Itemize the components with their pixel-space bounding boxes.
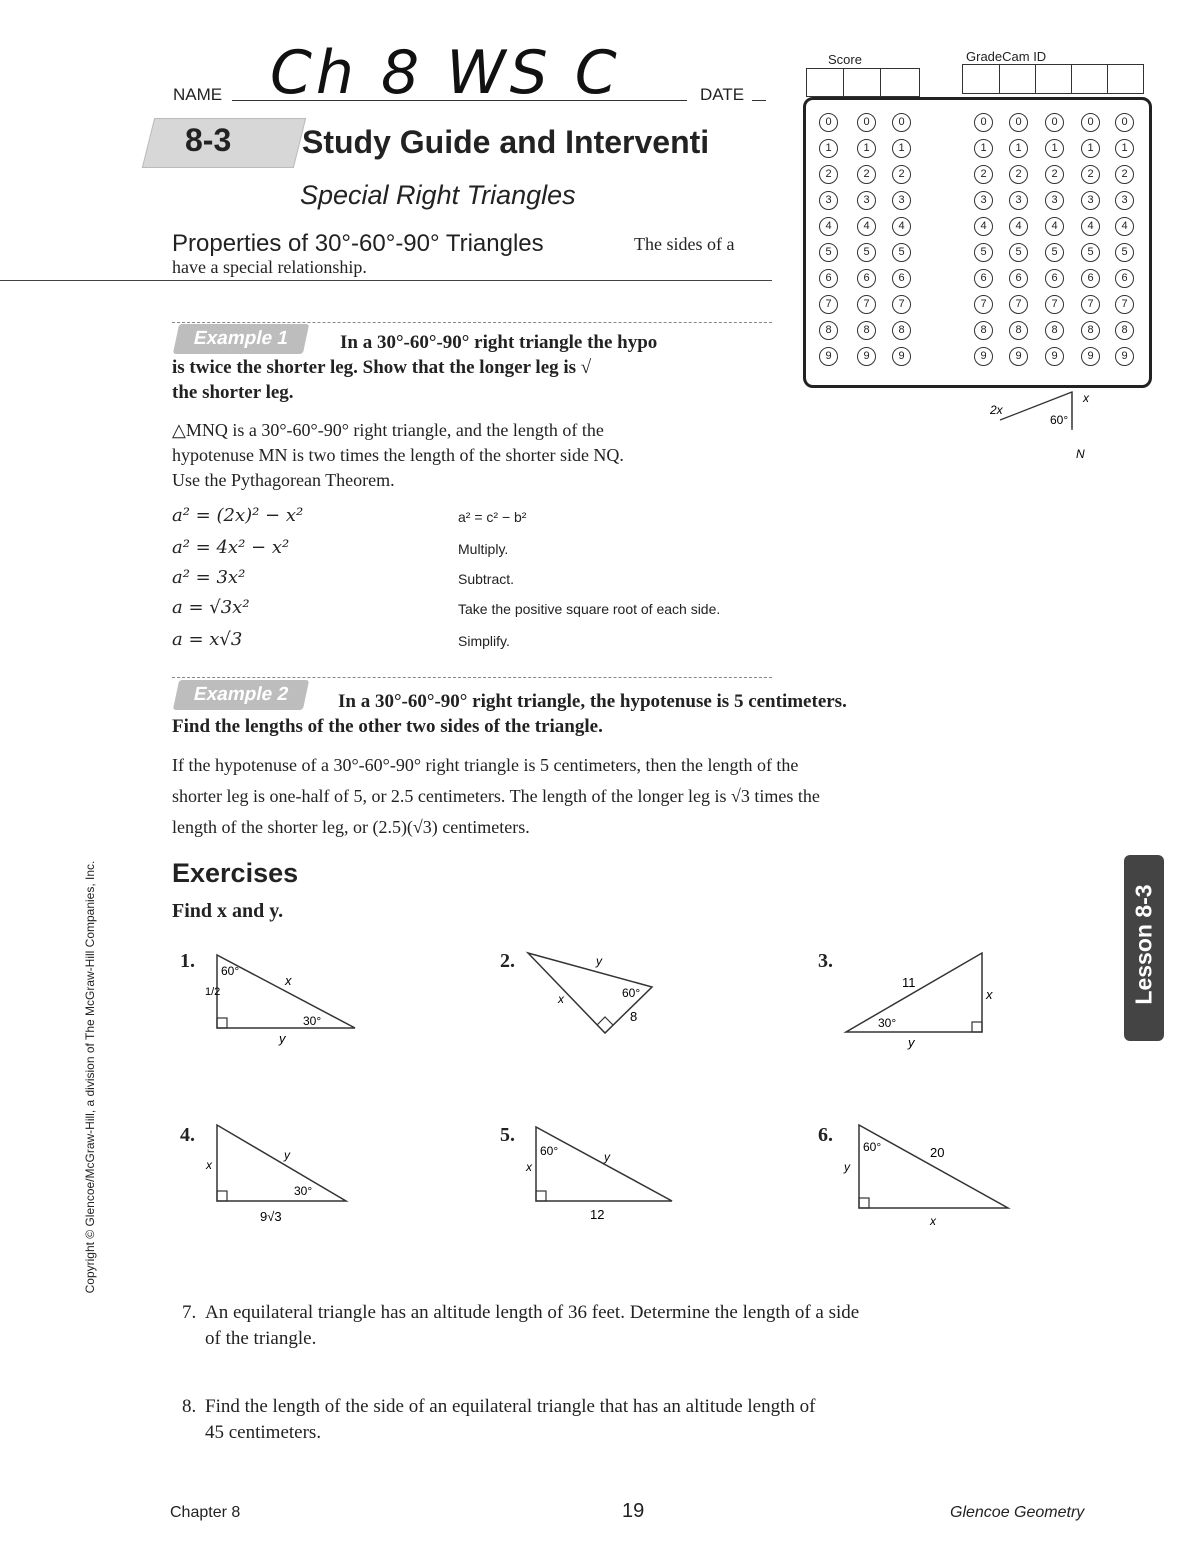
answer-bubble[interactable]: 6: [1009, 269, 1028, 288]
gradecam-label: GradeCam ID: [966, 49, 1047, 64]
answer-bubble[interactable]: 3: [892, 191, 911, 210]
problem-1-triangle: [195, 945, 375, 1055]
answer-bubble[interactable]: 4: [1115, 217, 1134, 236]
example-divider: [172, 322, 772, 323]
answer-bubble[interactable]: 4: [819, 217, 838, 236]
answer-bubble[interactable]: 0: [974, 113, 993, 132]
answer-bubble[interactable]: 0: [819, 113, 838, 132]
example-2-prompt: In a 30°-60°-90° right triangle, the hypotenuse is 5 centimeters.: [338, 691, 847, 712]
lesson-number: 8-3: [185, 122, 232, 158]
properties-text-2: have a special relationship.: [172, 257, 367, 277]
problem-5-number: 5.: [500, 1124, 515, 1146]
score-boxes: [806, 68, 920, 97]
equation-note: Simplify.: [458, 633, 510, 649]
example-2-body-2: shorter leg is one-half of 5, or 2.5 centimeters. The length of the longer leg is √3 times the: [172, 786, 820, 806]
problem-4-number: 4.: [180, 1124, 195, 1146]
answer-bubble[interactable]: 3: [1009, 191, 1028, 210]
answer-bubble[interactable]: 1: [819, 139, 838, 158]
svg-text:1/2: 1/2: [205, 986, 221, 998]
answer-bubble[interactable]: 1: [857, 139, 876, 158]
answer-bubble[interactable]: 6: [1081, 269, 1100, 288]
answer-bubble[interactable]: 1: [1081, 139, 1100, 158]
equation-note: Take the positive square root of each side.: [458, 601, 721, 617]
problem-6-number: 6.: [818, 1124, 833, 1146]
answer-bubble[interactable]: 1: [1115, 139, 1134, 158]
example-1-tab: Example 1: [173, 324, 309, 354]
svg-text:y: y: [596, 954, 602, 968]
answer-bubble[interactable]: 9: [819, 347, 838, 366]
answer-bubble[interactable]: 9: [1115, 347, 1134, 366]
answer-bubble[interactable]: 4: [1081, 217, 1100, 236]
answer-bubble[interactable]: 6: [974, 269, 993, 288]
footer-page-number: 19: [622, 1500, 645, 1522]
exercises-heading: Exercises: [172, 858, 299, 888]
problem-6-triangle: [840, 1115, 1025, 1230]
answer-bubble[interactable]: 4: [1045, 217, 1064, 236]
answer-bubble[interactable]: 8: [819, 321, 838, 340]
question-8-text-2: 45 centimeters.: [205, 1422, 322, 1443]
answer-bubble[interactable]: 6: [857, 269, 876, 288]
answer-bubble[interactable]: 5: [1081, 243, 1100, 262]
svg-text:y: y: [284, 1148, 290, 1162]
example-1-prompt: In a 30°-60°-90° right triangle the hypo: [340, 332, 658, 353]
answer-bubble[interactable]: 1: [1009, 139, 1028, 158]
date-label: DATE: [700, 85, 745, 104]
svg-text:60°: 60°: [540, 1144, 559, 1158]
answer-bubble[interactable]: 9: [974, 347, 993, 366]
question-7-number: 7.: [182, 1302, 197, 1323]
answer-bubble[interactable]: 7: [974, 295, 993, 314]
triangle-leg-label: x: [1083, 391, 1089, 405]
lesson-side-tab: Lesson 8-3: [1124, 855, 1164, 1041]
example-divider-2: [172, 677, 772, 678]
answer-bubble[interactable]: 4: [892, 217, 911, 236]
answer-bubble[interactable]: 2: [892, 165, 911, 184]
svg-text:x: x: [285, 973, 292, 988]
answer-bubble[interactable]: 5: [974, 243, 993, 262]
problem-3-triangle: [840, 945, 1010, 1055]
example-2-tab: Example 2: [173, 680, 309, 710]
handwritten-name: Ch 8 WS C: [270, 38, 621, 108]
equation-step: a = x√3: [172, 629, 243, 650]
equation-step: a = √3x²: [172, 597, 250, 618]
equation-step: a² = (2x)² − x²: [172, 505, 304, 526]
answer-bubble[interactable]: 0: [857, 113, 876, 132]
triangle-angle-label: 60°: [1050, 413, 1069, 427]
answer-bubble[interactable]: 7: [819, 295, 838, 314]
equation-note: a² = c² − b²: [458, 509, 527, 525]
answer-bubble[interactable]: 3: [1045, 191, 1064, 210]
question-7-text-2: of the triangle.: [205, 1328, 317, 1349]
answer-bubble[interactable]: 5: [857, 243, 876, 262]
properties-text: The sides of a: [634, 234, 735, 254]
triangle-side-label: 2x: [990, 403, 1003, 417]
svg-text:x: x: [206, 1158, 212, 1172]
answer-bubble[interactable]: 2: [974, 165, 993, 184]
answer-bubble[interactable]: 1: [1045, 139, 1064, 158]
answer-bubble[interactable]: 3: [857, 191, 876, 210]
problem-2-triangle: [520, 945, 670, 1045]
footer-chapter: Chapter 8: [170, 1504, 241, 1521]
example-1-body: △MNQ is a 30°-60°-90° right triangle, and the length of the: [172, 420, 604, 440]
answer-bubble[interactable]: 2: [1081, 165, 1100, 184]
svg-text:x: x: [526, 1160, 532, 1174]
date-line: [752, 100, 766, 101]
answer-bubble[interactable]: 2: [1045, 165, 1064, 184]
svg-text:x: x: [930, 1214, 936, 1228]
score-label: Score: [828, 52, 862, 67]
answer-bubble[interactable]: 8: [1009, 321, 1028, 340]
answer-bubble[interactable]: 1: [892, 139, 911, 158]
answer-bubble[interactable]: 4: [974, 217, 993, 236]
answer-bubble[interactable]: 8: [1045, 321, 1064, 340]
answer-bubble[interactable]: 9: [1081, 347, 1100, 366]
svg-text:8: 8: [630, 1009, 638, 1024]
equation-note: Multiply.: [458, 541, 509, 557]
svg-text:y: y: [844, 1160, 850, 1174]
svg-text:60°: 60°: [622, 986, 641, 1000]
triangle-vertex-label: N: [1076, 447, 1085, 461]
answer-bubble[interactable]: 9: [857, 347, 876, 366]
svg-text:y: y: [908, 1035, 915, 1050]
equation-note: Subtract.: [458, 571, 515, 587]
answer-bubble[interactable]: 8: [1115, 321, 1134, 340]
example-1-triangle: [980, 380, 1100, 470]
example-1-body-2: hypotenuse MN is two times the length of the shorter side NQ.: [172, 445, 624, 465]
answer-bubble[interactable]: 8: [857, 321, 876, 340]
exercises-instruction: Find x and y.: [172, 900, 284, 922]
svg-text:x: x: [986, 987, 993, 1002]
footer-book: Glencoe Geometry: [950, 1504, 1085, 1521]
problem-2-number: 2.: [500, 950, 515, 972]
example-2-prompt-2: Find the lengths of the other two sides of the triangle.: [172, 716, 603, 737]
answer-bubble[interactable]: 7: [857, 295, 876, 314]
answer-bubble[interactable]: 4: [1009, 217, 1028, 236]
section-divider: [0, 280, 772, 281]
answer-bubble[interactable]: 9: [1045, 347, 1064, 366]
example-2-body-3: length of the shorter leg, or (2.5)(√3) centimeters.: [172, 817, 530, 837]
answer-bubble[interactable]: 8: [1081, 321, 1100, 340]
answer-bubble[interactable]: 5: [892, 243, 911, 262]
answer-bubble[interactable]: 9: [1009, 347, 1028, 366]
page-subtitle: Special Right Triangles: [300, 180, 576, 210]
answer-bubble[interactable]: 9: [892, 347, 911, 366]
equation-step: a² = 3x²: [172, 567, 246, 588]
svg-text:9√3: 9√3: [260, 1209, 282, 1224]
problem-1-number: 1.: [180, 950, 195, 972]
answer-bubble[interactable]: 4: [857, 217, 876, 236]
example-2-body: If the hypotenuse of a 30°-60°-90° right triangle is 5 centimeters, then the length of the: [172, 755, 799, 775]
lesson-title: Study Guide and Interventi: [302, 124, 710, 160]
answer-bubble[interactable]: 5: [1045, 243, 1064, 262]
answer-bubble[interactable]: 7: [1115, 295, 1134, 314]
answer-bubble[interactable]: 0: [1081, 113, 1100, 132]
answer-bubble[interactable]: 2: [1009, 165, 1028, 184]
answer-bubble[interactable]: 3: [1081, 191, 1100, 210]
answer-bubble[interactable]: 3: [819, 191, 838, 210]
gradecam-boxes: [962, 64, 1144, 94]
answer-bubble[interactable]: 0: [1115, 113, 1134, 132]
answer-bubble[interactable]: 7: [1081, 295, 1100, 314]
answer-bubble[interactable]: 3: [1115, 191, 1134, 210]
answer-bubble[interactable]: 8: [974, 321, 993, 340]
answer-bubble[interactable]: 5: [1115, 243, 1134, 262]
example-1-body-3: Use the Pythagorean Theorem.: [172, 470, 395, 490]
problem-5-triangle: [522, 1115, 692, 1230]
equation-step: a² = 4x² − x²: [172, 537, 290, 558]
question-7-text: An equilateral triangle has an altitude length of 36 feet. Determine the length of a side: [205, 1302, 860, 1323]
example-1-prompt-3: the shorter leg.: [172, 382, 294, 403]
svg-text:30°: 30°: [878, 1016, 897, 1030]
question-8-text: Find the length of the side of an equilateral triangle that has an altitude length of: [205, 1396, 816, 1417]
answer-bubble[interactable]: 2: [1115, 165, 1134, 184]
svg-text:12: 12: [590, 1207, 605, 1222]
answer-bubble[interactable]: 3: [974, 191, 993, 210]
answer-bubble[interactable]: 6: [1045, 269, 1064, 288]
svg-text:x: x: [558, 992, 564, 1006]
svg-text:y: y: [604, 1150, 610, 1164]
answer-bubble[interactable]: 2: [819, 165, 838, 184]
svg-text:30°: 30°: [303, 1014, 322, 1028]
name-label: NAME: [173, 85, 223, 104]
question-8-number: 8.: [182, 1396, 197, 1417]
svg-text:20: 20: [930, 1145, 945, 1160]
svg-text:60°: 60°: [863, 1140, 882, 1154]
answer-bubble[interactable]: 6: [1115, 269, 1134, 288]
answer-bubble[interactable]: 7: [1045, 295, 1064, 314]
answer-bubble[interactable]: 1: [974, 139, 993, 158]
answer-bubble[interactable]: 5: [819, 243, 838, 262]
answer-bubble[interactable]: 5: [1009, 243, 1028, 262]
answer-bubble[interactable]: 6: [892, 269, 911, 288]
example-1-prompt-2: is twice the shorter leg. Show that the longer leg is √: [172, 357, 592, 378]
svg-text:y: y: [279, 1031, 286, 1046]
answer-bubble[interactable]: 0: [1045, 113, 1064, 132]
answer-bubble[interactable]: 7: [892, 295, 911, 314]
answer-bubble[interactable]: 7: [1009, 295, 1028, 314]
properties-heading: Properties of 30°-60°-90° Triangles: [172, 230, 544, 257]
answer-bubble[interactable]: 6: [819, 269, 838, 288]
answer-bubble[interactable]: 8: [892, 321, 911, 340]
svg-text:30°: 30°: [294, 1184, 313, 1198]
problem-4-triangle: [200, 1115, 360, 1230]
answer-bubble[interactable]: 0: [1009, 113, 1028, 132]
problem-3-number: 3.: [818, 950, 833, 972]
answer-bubble[interactable]: 0: [892, 113, 911, 132]
svg-text:60°: 60°: [221, 964, 240, 978]
copyright-notice: Copyright © Glencoe/McGraw-Hill, a division of The McGraw-Hill Companies, Inc.: [83, 860, 97, 1294]
svg-text:11: 11: [902, 975, 916, 990]
answer-bubble[interactable]: 2: [857, 165, 876, 184]
